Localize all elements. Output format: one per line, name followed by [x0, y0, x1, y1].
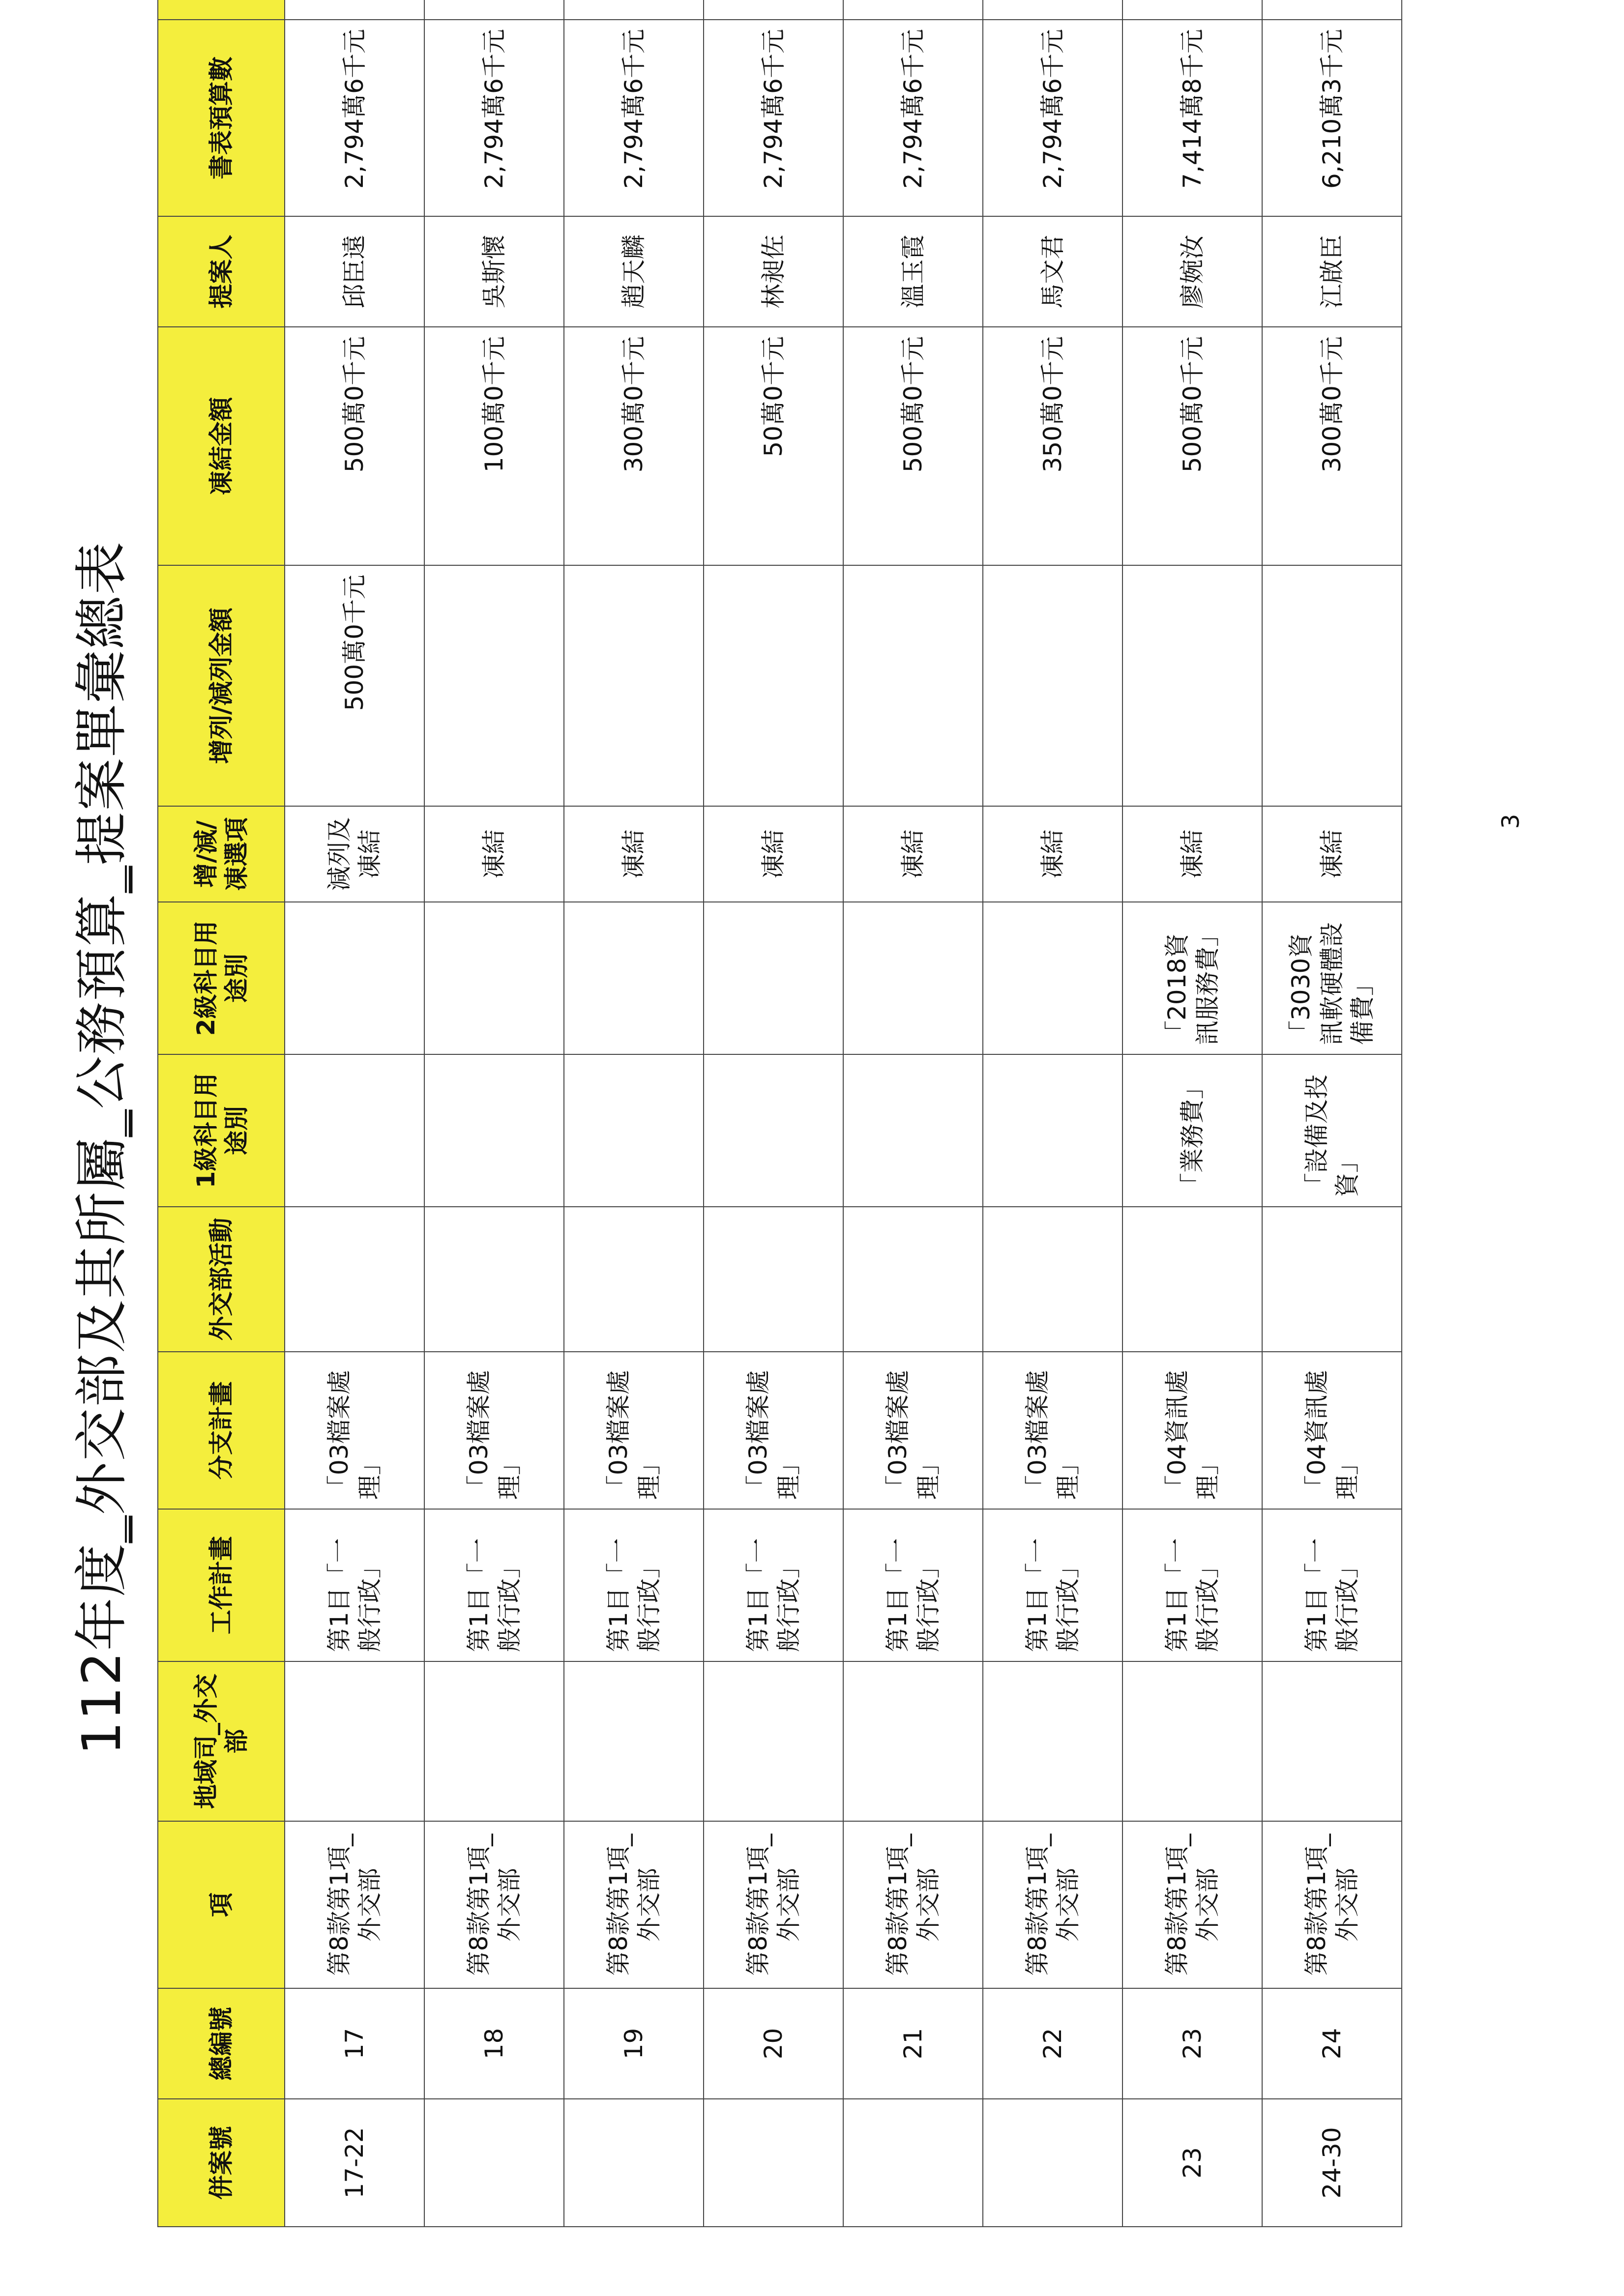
change-amount-cell — [424, 565, 564, 806]
item-cell: 第8款第1項_外交部 — [704, 1821, 843, 1988]
header-cell: 增/減/凍選項 — [158, 806, 285, 902]
option-cell: 凍結 — [1262, 806, 1402, 902]
option-cell: 減列及凍結 — [285, 806, 424, 902]
freeze-amount-cell: 300萬0千元 — [564, 327, 704, 565]
option-cell: 凍結 — [424, 806, 564, 902]
note-cell — [843, 0, 983, 20]
sub-plan-cell: 「03檔案處理」 — [704, 1352, 843, 1509]
item-cell: 第8款第1項_外交部 — [983, 1821, 1122, 1988]
sub-plan-cell: 「04資訊處理」 — [1122, 1352, 1262, 1509]
proposer-cell: 林昶佐 — [704, 216, 843, 327]
option-cell: 凍結 — [983, 806, 1122, 902]
activity-cell — [564, 1207, 704, 1352]
table-row — [1262, 0, 1402, 2227]
item-cell: 第8款第1項_外交部 — [1122, 1821, 1262, 1988]
header-cell: 分支計畫 — [158, 1352, 285, 1509]
subject2-cell — [564, 902, 704, 1054]
option-cell: 凍結 — [843, 806, 983, 902]
serial-number-cell: 18 — [424, 1988, 564, 2099]
sub-plan-cell: 「03檔案處理」 — [843, 1352, 983, 1509]
header-cell — [158, 0, 285, 20]
subject2-cell — [704, 902, 843, 1054]
subject1-cell — [704, 1054, 843, 1207]
note-cell — [1122, 0, 1262, 20]
merge-number-cell — [704, 2099, 843, 2227]
work-plan-cell: 第1目「一般行政」 — [704, 1509, 843, 1661]
merge-number-cell — [564, 2099, 704, 2227]
activity-cell — [1262, 1207, 1402, 1352]
header-cell: 項 — [158, 1821, 285, 1988]
subject2-cell — [285, 902, 424, 1054]
region-cell — [704, 1661, 843, 1821]
subject2-cell — [983, 902, 1122, 1054]
option-cell: 凍結 — [704, 806, 843, 902]
budget-cell: 6,210萬3千元 — [1262, 20, 1402, 216]
change-amount-cell — [704, 565, 843, 806]
merge-number-cell: 17-22 — [285, 2099, 424, 2227]
serial-number-cell: 19 — [564, 1988, 704, 2099]
region-cell — [1262, 1661, 1402, 1821]
change-amount-cell — [843, 565, 983, 806]
header-cell: 外交部活動 — [158, 1207, 285, 1352]
freeze-amount-cell: 350萬0千元 — [983, 327, 1122, 565]
title-doc: 提案單彙總表 — [71, 541, 133, 866]
option-cell: 凍結 — [564, 806, 704, 902]
freeze-amount-cell: 500萬0千元 — [285, 327, 424, 565]
header-cell: 1級科目用途別 — [158, 1054, 285, 1207]
work-plan-cell: 第1目「一般行政」 — [843, 1509, 983, 1661]
header-cell: 凍結金額 — [158, 327, 285, 565]
work-plan-cell: 第1目「一般行政」 — [983, 1509, 1122, 1661]
sub-plan-cell: 「04資訊處理」 — [1262, 1352, 1402, 1509]
work-plan-cell: 第1目「一般行政」 — [285, 1509, 424, 1661]
work-plan-cell: 第1目「一般行政」 — [1122, 1509, 1262, 1661]
proposer-cell: 溫玉霞 — [843, 216, 983, 327]
merge-number-cell — [424, 2099, 564, 2227]
change-amount-cell: 500萬0千元 — [285, 565, 424, 806]
title-agency: 外交部及其所屬 — [71, 1136, 133, 1515]
subject2-cell: 「2018資訊服務費」 — [1122, 902, 1262, 1054]
item-cell: 第8款第1項_外交部 — [424, 1821, 564, 1988]
work-plan-cell: 第1目「一般行政」 — [564, 1509, 704, 1661]
option-cell: 凍結 — [1122, 806, 1262, 902]
header-cell: 併案號 — [158, 2099, 285, 2227]
region-cell — [1122, 1661, 1262, 1821]
serial-number-cell: 20 — [704, 1988, 843, 2099]
merge-number-cell: 23 — [1122, 2099, 1262, 2227]
work-plan-cell: 第1目「一般行政」 — [1262, 1509, 1402, 1661]
subject1-cell — [843, 1054, 983, 1207]
proposer-cell: 邱臣遠 — [285, 216, 424, 327]
table-row — [564, 0, 704, 2227]
freeze-amount-cell: 500萬0千元 — [1122, 327, 1262, 565]
header-cell: 書表預算數 — [158, 20, 285, 216]
subject1-cell — [564, 1054, 704, 1207]
sub-plan-cell: 「03檔案處理」 — [564, 1352, 704, 1509]
item-cell: 第8款第1項_外交部 — [843, 1821, 983, 1988]
table-row — [424, 0, 564, 2227]
change-amount-cell — [1262, 565, 1402, 806]
proposer-cell: 趙天麟 — [564, 216, 704, 327]
item-cell: 第8款第1項_外交部 — [285, 1821, 424, 1988]
activity-cell — [1122, 1207, 1262, 1352]
header-cell: 工作計畫 — [158, 1509, 285, 1661]
proposer-cell: 廖婉汝 — [1122, 216, 1262, 327]
change-amount-cell — [983, 565, 1122, 806]
budget-cell: 7,414萬8千元 — [1122, 20, 1262, 216]
subject1-cell — [285, 1054, 424, 1207]
budget-cell: 2,794萬6千元 — [843, 20, 983, 216]
header-cell: 總編號 — [158, 1988, 285, 2099]
serial-number-cell: 22 — [983, 1988, 1122, 2099]
work-plan-cell: 第1目「一般行政」 — [424, 1509, 564, 1661]
merge-number-cell — [983, 2099, 1122, 2227]
table-row — [704, 0, 843, 2227]
header-cell: 地域司_外交部 — [158, 1661, 285, 1821]
budget-cell: 2,794萬6千元 — [424, 20, 564, 216]
subject2-cell — [424, 902, 564, 1054]
freeze-amount-cell: 300萬0千元 — [1262, 327, 1402, 565]
region-cell — [285, 1661, 424, 1821]
title-budget: 公務預算 — [71, 893, 133, 1109]
region-cell — [424, 1661, 564, 1821]
item-cell: 第8款第1項_外交部 — [564, 1821, 704, 1988]
header-cell: 2級科目用途別 — [158, 902, 285, 1054]
subject1-cell: 「設備及投資」 — [1262, 1054, 1402, 1207]
serial-number-cell: 23 — [1122, 1988, 1262, 2099]
header-row — [158, 0, 285, 2227]
note-cell — [285, 0, 424, 20]
activity-cell — [983, 1207, 1122, 1352]
table-row — [1122, 0, 1262, 2227]
item-cell: 第8款第1項_外交部 — [1262, 1821, 1402, 1988]
sub-plan-cell: 「03檔案處理」 — [285, 1352, 424, 1509]
subject1-cell — [983, 1054, 1122, 1207]
region-cell — [983, 1661, 1122, 1821]
proposal-summary-table — [157, 0, 1402, 2227]
header-cell: 提案人 — [158, 216, 285, 327]
subject2-cell — [843, 902, 983, 1054]
region-cell — [843, 1661, 983, 1821]
activity-cell — [285, 1207, 424, 1352]
budget-cell: 2,794萬6千元 — [564, 20, 704, 216]
subject2-cell: 「3030資訊軟硬體設備費」 — [1262, 902, 1402, 1054]
table-row — [983, 0, 1122, 2227]
subject1-cell — [424, 1054, 564, 1207]
sub-plan-cell: 「03檔案處理」 — [424, 1352, 564, 1509]
serial-number-cell: 21 — [843, 1988, 983, 2099]
freeze-amount-cell: 50萬0千元 — [704, 327, 843, 565]
proposer-cell: 馬文君 — [983, 216, 1122, 327]
note-cell — [424, 0, 564, 20]
change-amount-cell — [564, 565, 704, 806]
budget-cell: 2,794萬6千元 — [704, 20, 843, 216]
serial-number-cell: 17 — [285, 1988, 424, 2099]
freeze-amount-cell: 100萬0千元 — [424, 327, 564, 565]
merge-number-cell — [843, 2099, 983, 2227]
document-title: 112年度_外交部及其所屬_公務預算_提案單彙總表 — [71, 541, 133, 1755]
page-number: 3 — [1497, 814, 1525, 829]
sub-plan-cell: 「03檔案處理」 — [983, 1352, 1122, 1509]
table-row — [285, 0, 424, 2227]
region-cell — [564, 1661, 704, 1821]
proposer-cell: 吳斯懷 — [424, 216, 564, 327]
serial-number-cell: 24 — [1262, 1988, 1402, 2099]
subject1-cell: 「業務費」 — [1122, 1054, 1262, 1207]
note-cell — [983, 0, 1122, 20]
title-year: 112年度 — [71, 1542, 133, 1755]
note-cell — [1262, 0, 1402, 20]
budget-cell: 2,794萬6千元 — [983, 20, 1122, 216]
activity-cell — [424, 1207, 564, 1352]
activity-cell — [843, 1207, 983, 1352]
note-cell — [704, 0, 843, 20]
note-cell — [564, 0, 704, 20]
table-row — [843, 0, 983, 2227]
merge-number-cell: 24-30 — [1262, 2099, 1402, 2227]
budget-cell: 2,794萬6千元 — [285, 20, 424, 216]
change-amount-cell — [1122, 565, 1262, 806]
proposer-cell: 江啟臣 — [1262, 216, 1402, 327]
freeze-amount-cell: 500萬0千元 — [843, 327, 983, 565]
header-cell: 增列/減列金額 — [158, 565, 285, 806]
activity-cell — [704, 1207, 843, 1352]
